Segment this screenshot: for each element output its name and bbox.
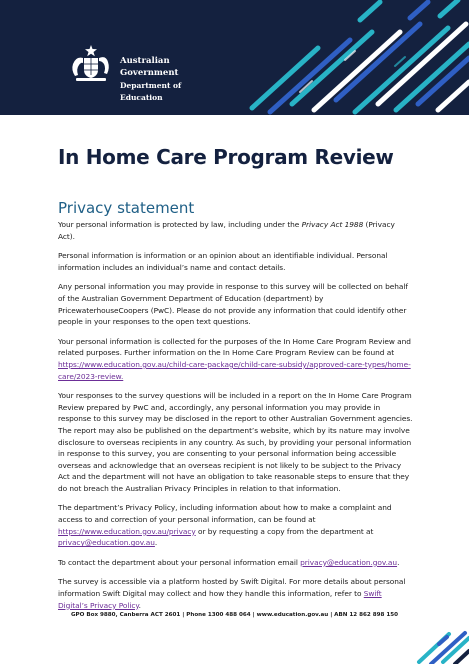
privacy-act-title: Privacy Act 1988 <box>301 220 364 229</box>
paragraph-contact-department <box>58 557 413 569</box>
decorative-corner-stripes <box>379 604 469 664</box>
contact-email-link[interactable]: privacy@education.gov.au <box>300 557 398 567</box>
p6-text-end: . <box>154 538 158 548</box>
document-title: In Home Care Program Review <box>58 145 394 169</box>
logo-department-text: Department of Education <box>120 81 182 102</box>
p1-text-end: (Privacy Act). <box>58 220 395 241</box>
privacy-email-link[interactable]: privacy@education.gov.au <box>58 538 155 548</box>
coat-of-arms-icon <box>66 44 116 84</box>
privacy-statement-body <box>58 219 413 619</box>
paragraph-swift-digital <box>58 576 413 611</box>
page-header-banner <box>0 0 469 115</box>
p7-text-end: . <box>397 557 400 567</box>
paragraph-collection-by-pwc: Any personal information you may provide in response to this survey will be collected on behalf of the Australian Government Department of Education (department) by PricewaterhouseCoopers (PwC). Please do not provide any information that could identify other people in your responses to the open text questions. <box>58 282 408 327</box>
privacy-statement-heading: Privacy statement <box>58 199 195 217</box>
p8-text-end: . <box>138 600 141 610</box>
p6-text: The department’s Privacy Policy, including information about how to make a complaint and access to and correction of your personal information, can be found at <box>58 503 392 525</box>
p1-text: Your personal information is protected by law, including under the <box>58 220 302 229</box>
p4-text: Your personal information is collected for the purposes of the In Home Care Program Review and related purposes. Further information on the In Home Care Program Review can be found at <box>58 336 411 358</box>
paragraph-collection-purpose <box>58 336 413 382</box>
privacy-policy-link[interactable]: https://www.education.gov.au/privacy <box>58 526 196 536</box>
paragraph-protected-by-law <box>58 219 413 242</box>
australian-government-logo <box>66 44 216 102</box>
paragraph-privacy-policy <box>58 502 413 548</box>
p7-text: To contact the department about your personal information email <box>58 557 301 567</box>
paragraph-disclosure-overseas: Your responses to the survey questions will be included in a report on the In Home Care Program Review prepared by PwC and, accordingly, any personal information you may provide in response to this survey may be disclosed in the report to other Australian Government agencies. The report may also be published on the department’s website, which by its nature may involve disclosure to overseas recipients in any country. As such, by providing your personal information in response to this survey, you are consenting to your personal information being accessible overseas and acknowledge that an overseas recipient is not likely to be subject to the Privacy Act and the department will not have an obligation to take reasonable steps to ensure that they do not breach the Australian Privacy Principles in relation to that information. <box>58 391 413 493</box>
footer-contact-details: GPO Box 9880, Canberra ACT 2601 | Phone 1300 488 064 | www.education.gov.au | ABN 12 862 898 150 <box>70 612 399 618</box>
p8-text: The survey is accessible via a platform hosted by Swift Digital. For more details about personal information Swift Digital may collect and how they handle this information, refer to <box>58 577 406 599</box>
logo-government-text: Australian Government <box>120 56 179 78</box>
p6-text-mid: or by requesting a copy from the department at <box>195 526 374 536</box>
review-webpage-link[interactable]: https://www.education.gov.au/child-care-package/child-care-subsidy/approved-care-types/home-care/2023-review. <box>58 359 411 381</box>
swift-digital-privacy-link[interactable]: Swift Digital’s Privacy Policy <box>58 589 382 610</box>
paragraph-personal-information-definition: Personal information is information or an opinion about an identifiable individual. Personal information includes an individual’s name and contact details. <box>58 251 388 272</box>
